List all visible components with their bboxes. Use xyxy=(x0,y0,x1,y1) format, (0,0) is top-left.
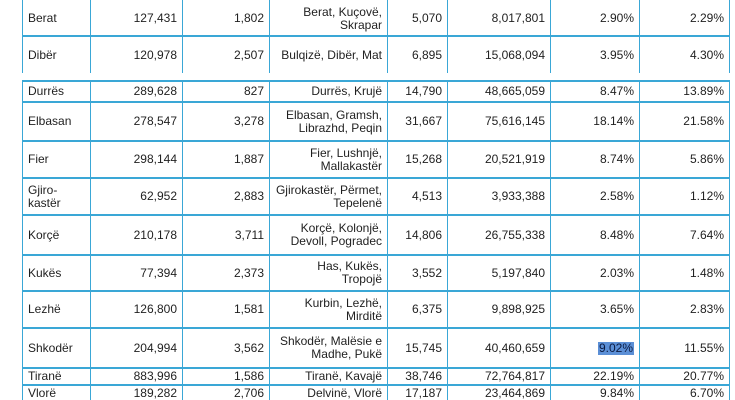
district-cell: Gjiro-kastër xyxy=(22,179,90,214)
district-cell: Korçë xyxy=(22,216,90,254)
population-cell: 883,996 xyxy=(90,369,182,384)
area-cell: 1,802 xyxy=(182,0,269,37)
percent-cell: 4.30% xyxy=(639,37,730,73)
area-cell: 3,711 xyxy=(182,216,269,254)
municipalities-cell: Delvinë, Vlorë xyxy=(269,386,387,400)
population-cell: 127,431 xyxy=(90,0,182,37)
municipalities-cell: Fier, Lushnjë, Mallakastër xyxy=(269,142,387,177)
population-cell: 278,547 xyxy=(90,103,182,140)
value-cell: 5,197,840 xyxy=(447,256,550,290)
percent-cell xyxy=(550,329,639,367)
value-cell: 3,933,388 xyxy=(447,179,550,214)
table-row xyxy=(22,101,730,140)
district-cell: Elbasan xyxy=(22,103,90,140)
percent-cell: 1.48% xyxy=(639,256,730,290)
district-cell: Kukës xyxy=(22,256,90,290)
population-cell: 189,282 xyxy=(90,386,182,400)
value-cell: 40,460,659 xyxy=(447,329,550,367)
population-cell: 298,144 xyxy=(90,142,182,177)
table-row xyxy=(22,290,730,327)
value-cell: 15,745 xyxy=(387,329,447,367)
percent-cell: 9.84% xyxy=(550,386,639,400)
district-cell: Dibër xyxy=(22,37,90,73)
population-cell: 77,394 xyxy=(90,256,182,290)
value-cell: 3,552 xyxy=(387,256,447,290)
district-cell: Lezhë xyxy=(22,292,90,327)
table-row xyxy=(22,367,730,384)
table-row xyxy=(22,80,730,101)
value-cell: 17,187 xyxy=(387,386,447,400)
population-cell: 62,952 xyxy=(90,179,182,214)
population-cell: 120,978 xyxy=(90,37,182,73)
area-cell: 827 xyxy=(182,82,269,101)
municipalities-cell: Has, Kukës, Tropojë xyxy=(269,256,387,290)
percent-cell: 2.58% xyxy=(550,179,639,214)
area-cell: 2,706 xyxy=(182,386,269,400)
percent-cell: 8.47% xyxy=(550,82,639,101)
percent-cell: 6.70% xyxy=(639,386,730,400)
value-cell: 31,667 xyxy=(387,103,447,140)
value-cell: 38,746 xyxy=(387,369,447,384)
municipalities-cell: Tiranë, Kavajë xyxy=(269,369,387,384)
percent-cell: 11.55% xyxy=(639,329,730,367)
percent-cell: 2.29% xyxy=(639,0,730,37)
municipalities-cell: Durrës, Krujë xyxy=(269,82,387,101)
table-row xyxy=(22,254,730,290)
municipalities-cell: Korçë, Kolonjë, Devoll, Pogradec xyxy=(269,216,387,254)
municipalities-cell: Kurbin, Lezhë, Mirditë xyxy=(269,292,387,327)
value-cell: 14,790 xyxy=(387,82,447,101)
table-row xyxy=(22,35,730,73)
area-cell: 1,887 xyxy=(182,142,269,177)
value-cell: 6,895 xyxy=(387,37,447,73)
percent-cell: 18.14% xyxy=(550,103,639,140)
district-cell: Tiranë xyxy=(22,369,90,384)
district-cell: Shkodër xyxy=(22,329,90,367)
percent-cell: 8.74% xyxy=(550,142,639,177)
percent-cell: 7.64% xyxy=(639,216,730,254)
district-cell: Vlorë xyxy=(22,386,90,400)
percent-cell: 3.65% xyxy=(550,292,639,327)
table-row xyxy=(22,214,730,254)
district-cell: Berat xyxy=(22,0,90,37)
percent-cell: 1.12% xyxy=(639,179,730,214)
area-cell: 2,373 xyxy=(182,256,269,290)
table-row xyxy=(22,384,730,400)
highlighted-value: 9.02% xyxy=(598,340,633,355)
percent-cell: 22.19% xyxy=(550,369,639,384)
area-cell: 2,507 xyxy=(182,37,269,73)
value-cell: 4,513 xyxy=(387,179,447,214)
percent-cell: 2.03% xyxy=(550,256,639,290)
value-cell: 14,806 xyxy=(387,216,447,254)
value-cell: 6,375 xyxy=(387,292,447,327)
area-cell: 3,562 xyxy=(182,329,269,367)
area-cell: 2,883 xyxy=(182,179,269,214)
value-cell: 15,068,094 xyxy=(447,37,550,73)
value-cell: 48,665,059 xyxy=(447,82,550,101)
table-row xyxy=(22,177,730,214)
area-cell: 3,278 xyxy=(182,103,269,140)
percent-cell: 2.83% xyxy=(639,292,730,327)
population-cell: 289,628 xyxy=(90,82,182,101)
percent-cell: 13.89% xyxy=(639,82,730,101)
population-cell: 210,178 xyxy=(90,216,182,254)
value-cell: 15,268 xyxy=(387,142,447,177)
table-row xyxy=(22,0,730,37)
percent-cell: 21.58% xyxy=(639,103,730,140)
value-cell: 26,755,338 xyxy=(447,216,550,254)
municipalities-cell: Shkodër, Malësie e Madhe, Pukë xyxy=(269,329,387,367)
value-cell: 72,764,817 xyxy=(447,369,550,384)
population-cell: 204,994 xyxy=(90,329,182,367)
row-gap xyxy=(22,73,730,78)
area-cell: 1,581 xyxy=(182,292,269,327)
table-row xyxy=(22,327,730,367)
percent-cell: 8.48% xyxy=(550,216,639,254)
area-cell: 1,586 xyxy=(182,369,269,384)
percent-cell: 20.77% xyxy=(639,369,730,384)
value-cell: 5,070 xyxy=(387,0,447,37)
value-cell: 9,898,925 xyxy=(447,292,550,327)
percent-cell: 3.95% xyxy=(550,37,639,73)
district-cell: Fier xyxy=(22,142,90,177)
municipalities-cell: Bulqizë, Dibër, Mat xyxy=(269,37,387,73)
district-cell: Durrës xyxy=(22,82,90,101)
percent-cell: 5.86% xyxy=(639,142,730,177)
percent-cell: 2.90% xyxy=(550,0,639,37)
value-cell: 20,521,919 xyxy=(447,142,550,177)
population-cell: 126,800 xyxy=(90,292,182,327)
municipalities-cell: Berat, Kuçovë, Skrapar xyxy=(269,0,387,37)
municipalities-cell: Gjirokastër, Përmet, Tepelenë xyxy=(269,179,387,214)
value-cell: 75,616,145 xyxy=(447,103,550,140)
table-row xyxy=(22,140,730,177)
value-cell: 23,464,869 xyxy=(447,386,550,400)
value-cell: 8,017,801 xyxy=(447,0,550,37)
municipalities-cell: Elbasan, Gramsh, Librazhd, Peqin xyxy=(269,103,387,140)
